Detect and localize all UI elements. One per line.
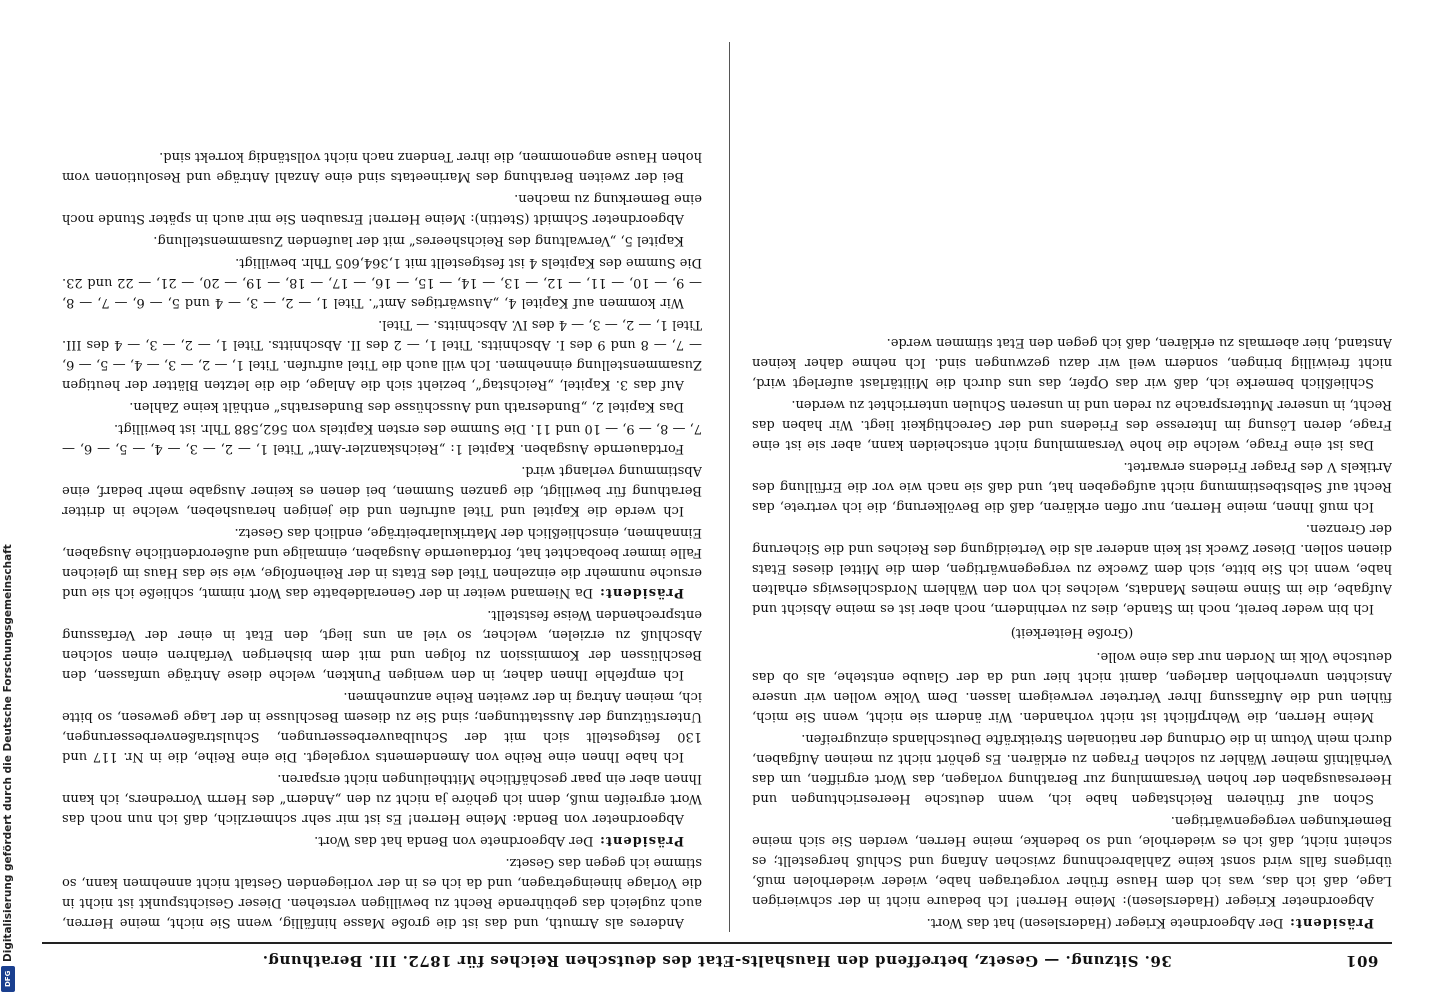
paragraph [62, 418, 702, 458]
paragraph [62, 852, 702, 932]
paragraph [62, 252, 702, 312]
paragraph [752, 810, 1392, 910]
paragraph-text: Ich habe Ihnen eine Reihe von Amendements vorgelegt. Die eine Reihe, die in Nr. 117 und 130 festgestellt sich mit der Schulbauverbesserungen, Schulstraßenverbesserungen, Unterstützung der Ausstattungen; sind Sie zu diesem Beschlusse in der Lage gewesen, so bitte ich, meinen Antrag in der zweiten Reihe anzunehmen. [62, 689, 702, 764]
paragraph-text: Schon auf früheren Reichstagen habe ich, wenn deutsche Heeresrichtungen und Heeresausgaben der hohen Versammlung zur Berathung vorlagen, das Wort ergriffen, um das Verhältniß meiner Wähler zu solchen Fragen zu erklären. Es gehört nicht zu meinen Aufgaben, durch mein Votum in die Ordnung der nationalen Streitkräfte Deutschlands einzugreifen. [752, 731, 1392, 806]
paragraph-text: Wir kommen auf Kapitel 4, „Auswärtiges Amt“. Titel 1, — 2, — 3, — 4 und 5, — 6, — 7, — 8, — 9, — 10, — 11, — 12, — 13, — 14, — 15, — 16, — 17, — 18, — 19, — 20, — 21, — 22 und 23. Die Summe des Kapitels 4 ist festgestellt mit 1,364,605 Thlr. bewilligt. [62, 255, 702, 310]
paragraph [752, 646, 1392, 726]
paragraph [62, 230, 702, 250]
paragraph-text: Auf das 3. Kapitel, „Reichstag“, bezieht sich die Anlage, die die letzten Blätter der heutigen Zusammenstellung einnehmen. Ich will auch die Titel aufrufen. Titel 1, — 2, — 3, — 4, — 5, — 6, — 7, — 8 und 9 des I. Abschnitts. Titel 1, — 2 des II. Abschnitts. Titel 1, — 2, — 3, — 4 des III. Titel 1, — 2, — 3, — 4 des IV. Abschnitts. — Titel. [62, 317, 702, 392]
running-title: 36. Sitzung. — Gesetz, betreffend den Haushalts-Etat des deutschen Reiches für 1872. III. Berathung. [262, 952, 1172, 970]
paragraph-text: Das ist eine Frage, welche die hohe Versammlung nicht entscheiden kann, aber sie ist eine Frage, deren Lösung im Interesse des Friedens und der Gerechtigkeit liegt. Wir haben das Recht, in unserer Muttersprache zu reden und in unseren Schulen unterrichtet zu werden. [752, 397, 1392, 452]
paragraph [62, 396, 702, 416]
speaker-label: Präsident: [593, 833, 684, 848]
paragraph [62, 830, 702, 850]
paragraph-text: Fortdauernde Ausgaben. Kapitel 1: „Reichskanzler-Amt“ Titel 1, — 2, — 3, — 4, — 5, — 6, — 7, — 8, — 9, — 10 und 11. Die Summe des ersten Kapitels von 562,588 Thlr. ist bewilligt. [62, 421, 702, 456]
digitization-note: Digitalisierung gefördert durch die Deutsche Forschungsgemeinschaft [2, 544, 14, 962]
paragraph-text: Anderes als Armuth, und das ist die große Masse hinfällig, wenn Sie nicht, meine Herren, auch zugleich das gebührende Recht zu bewilligen verstehen. Dieser Gesichtspunkt ist nicht in die Vorlage hineingetragen, und da ich es in der vorliegenden Gestalt nicht annehmen kann, so stimme ich gegen das Gesetz. [62, 855, 702, 930]
page-header [42, 942, 1392, 978]
paragraph-text: Abgeordneter von Benda: Meine Herren! Es ist mir sehr schmerzlich, daß ich nun noch das Wort ergreifen muß, denn ich gehöre ja nicht zu den „Andern“ des Herrn Vorredners, ich kann Ihnen aber ein paar geschäftliche Mittheilungen nicht ersparen. [62, 771, 702, 826]
paragraph-text: (Große Heiterkeit) [1010, 625, 1134, 640]
paragraph [752, 912, 1392, 932]
paragraph-text: Ich bin weder bereit, noch im Stande, dies zu verhindern, noch aber ist es meine Absicht und Aufgabe, die im Sinne meines Mandats, welches ich von den Wählern Nordschleswigs erhalten habe, wenn ich Sie bitte, sich dem Zwecke zu vergegenwärtigen, dem die Mittel dieses Etats dienen sollen. Dieser Zweck ist kein anderer als die Verteidigung des Reiches und die Sicherung der Grenzen. [752, 521, 1392, 616]
text-column-right [62, 32, 702, 932]
paragraph-text: Ich muß Ihnen, meine Herren, nur offen erklären, daß die Bevölkerung, die ich vertrete, das Recht auf Selbstbestimmung nicht aufgegeben hat, und daß sie nach wie vor die Erfüllung des Artikels V des Prager Friedens erwartet. [752, 459, 1392, 514]
paragraph-text: Bei der zweiten Berathung des Marineetats sind eine Anzahl Anträge und Resolutionen vom hohen Hause angenommen, die ihrer Tendenz nach nicht vollständig korrekt sind. [62, 149, 702, 184]
paragraph-text: Ich werde die Kapitel und Titel aufrufen und die jenigen herausheben, welche in dritter Berathung für bewilligt, die ganzen Summen, bei denen es keiner Ausgabe mehr bedarf, eine Abstimmung verlangt wird. [62, 463, 702, 518]
paragraph [62, 314, 702, 394]
paragraph-text: Der Abgeordnete von Benda hat das Wort. [314, 833, 594, 848]
dfg-logo: DFG [1, 966, 15, 992]
paragraph-text: Der Abgeordnete Krieger (Haderslesen) hat das Wort. [926, 915, 1284, 930]
paragraph [752, 332, 1392, 392]
paragraph [752, 622, 1392, 642]
paragraph [62, 460, 702, 520]
paragraph [62, 768, 702, 828]
text-column-left [752, 32, 1392, 932]
paragraph-text: Da Niemand weiter in der Generaldebatte das Wort nimmt, schließe ich sie und ersuche nunmehr die einzelnen Titel des Etats in der Reihenfolge, wie sie das Haus im gleichen Falle immer beobachtet hat, fortdauernde Ausgaben, einmalige und außerordentliche Ausgaben, Einnahmen, einschließlich der Matrikularbeiträge, endlich das Gesetz. [62, 525, 702, 600]
speaker-label: Präsident: [593, 585, 684, 600]
paragraph [62, 686, 702, 766]
paragraph [752, 728, 1392, 808]
paragraph-text: Abgeordneter Krieger (Haderslesen): Meine Herren! Ich bedaure nicht in der schwierigen Lage, daß ich das, was ich dem Hause früher vorgetragen habe, wieder wiederholen muß, übrigens falls wird sonst keine Zahlabrechnung zwischen Anfang und Schluß hergestellt; es scheint nicht, daß ich es wiederhole, und so bedenke, meine Herren, werden Sie sich meine Bemerkungen vergegenwärtigen. [752, 813, 1392, 908]
paragraph [62, 522, 702, 602]
paragraph [752, 456, 1392, 516]
paragraph-text: Ich empfehle Ihnen daher, in den wenigen Punkten, welche diese Anträge umfassen, den Beschlüssen der Kommission zu folgen und mit dem bisherigen Verfahren einen solchen Abschluß zu erzielen, welcher, so viel an uns liegt, den Etat in einer der Verfassung entsprechenden Weise feststellt. [62, 607, 702, 682]
page-sheet [42, 22, 1392, 978]
paragraph-text: Kapitel 5, „Verwaltung des Reichsheeres“ mit der laufenden Zusammenstellung. [153, 233, 684, 248]
paragraph-text: Schließlich bemerke ich, daß wir das Opfer, das uns durch die Militärlast auferlegt wird, nicht freiwillig bringen, sondern weil wir dazu gezwungen sind. Ich nehme daher keinen Anstand, hier abermals zu erklären, daß ich gegen den Etat stimmen werde. [752, 335, 1392, 390]
page-number: 601 [1345, 952, 1379, 970]
paragraph-text: Das Kapitel 2, „Bundesrath und Ausschüsse des Bundesraths“ enthält keine Zahlen. [129, 399, 684, 414]
paragraph [752, 394, 1392, 454]
column-divider [729, 42, 730, 932]
paragraph-text: Abgeordneter Schmidt (Stettin): Meine Herren! Ersauben Sie mir auch in später Stunde noch eine Bemerkung zu machen. [62, 191, 702, 226]
speaker-label: Präsident: [1283, 915, 1374, 930]
paragraph [752, 518, 1392, 618]
paragraph-text: Meine Herren, die Wehrpflicht ist nicht vorhanden. Wir ändern sie nicht, wenn Sie mich, fühlen und die Auffassung Ihrer Vertreter verweigern lassen. Dem Volke wollen wir unsere Ansichten unverhohlen darlegen, damit nicht hier und da der Glaube entstehe, als ob das deutsche Volk im Norden nur das eine wolle. [752, 649, 1392, 724]
paragraph [62, 146, 702, 186]
paragraph [62, 188, 702, 228]
paragraph [62, 604, 702, 684]
